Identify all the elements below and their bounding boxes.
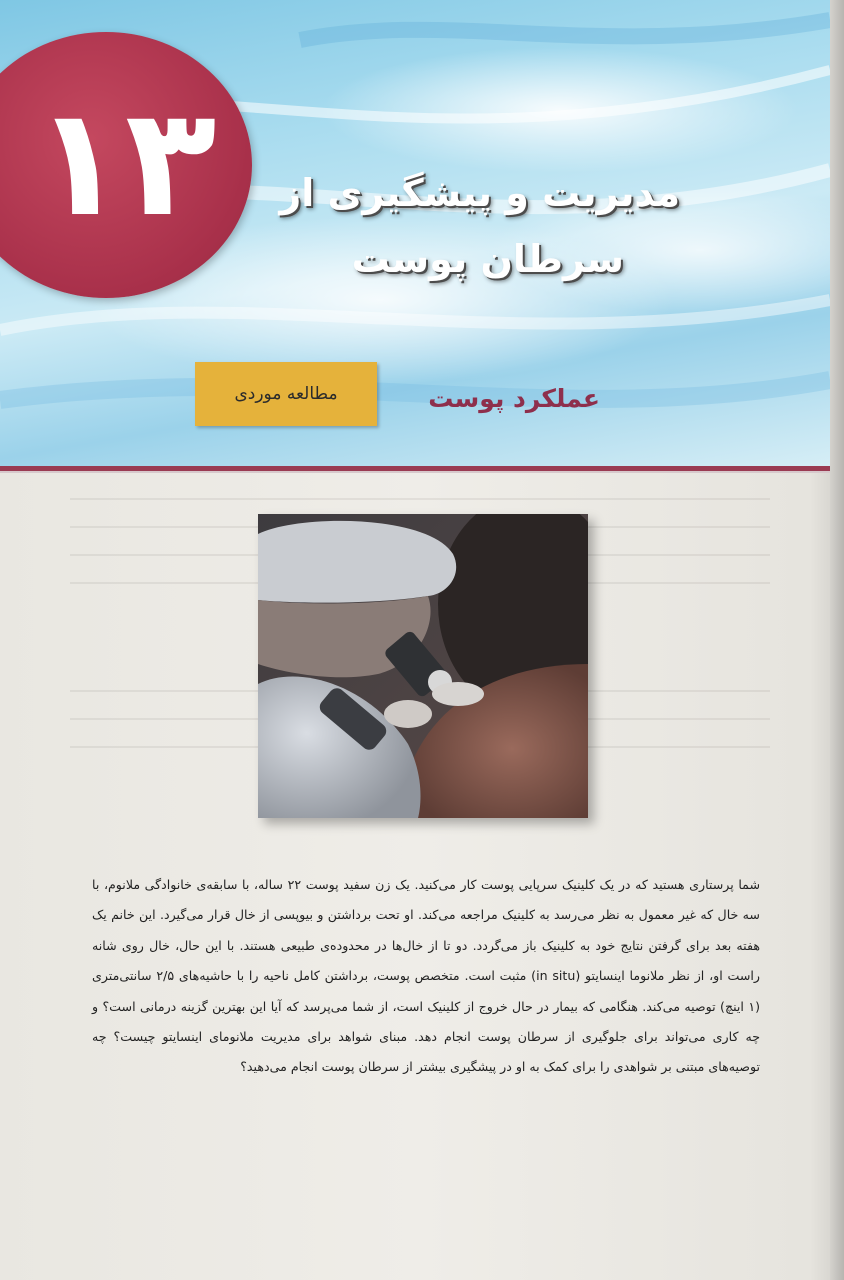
case-study-text: شما پرستاری هستید که در یک کلینیک سرپایی پوست کار می‌کنید. یک زن سفید پوست ۲۲ ساله، با سابقه‌ی خانوادگی ملانوم، با سه خال که غیر معمول به نظر می‌رسد به کلینیک مراجعه می‌کند. او تحت برداشتن و بیوپسی از خال قرار می‌گیرد. این خانم یک هفته بعد برای گرفتن نتایج خود به کلینیک باز می‌گردد. دو تا از خال‌ها در محدوده‌ی طبیعی هستند. با این حال، خال روی شانه راست او، از نظر ملانوما اینسایتو (in situ) مثبت است. متخصص پوست، برداشتن کامل ناحیه را با حاشیه‌های ۲/۵ سانتی‌متری (۱ اینچ) توصیه می‌کند. هنگامی که بیمار در حال خروج از کلینیک است، از شما می‌پرسد که آیا این بهترین گزینه درمانی است؟ و چه کاری می‌تواند برای جلوگیری از سرطان پوست انجام دهد. مبنای شواهد برای مدیریت ملانومای اینسایتو چیست؟ چه توصیه‌های مبتنی بر شواهدی را برای کمک به او در پیشگیری بیشتر از سرطان پوست انجام می‌دهید؟ (92, 877, 760, 1075)
chapter-number: ۱۳ (33, 76, 217, 250)
chapter-title-line2: سرطان پوست (351, 237, 624, 281)
divider-rule-thin (0, 471, 830, 473)
case-study-tag: مطالعه موردی (195, 362, 377, 426)
page-edge (830, 0, 844, 1280)
chapter-title (260, 160, 680, 292)
section-label: عملکرد پوست (428, 384, 600, 413)
chapter-title-line1: مدیریت و پیشگیری از (279, 171, 680, 215)
show-through-line (70, 498, 770, 500)
clinician-examining-skin-image (258, 514, 588, 818)
chapter-banner (0, 0, 830, 466)
